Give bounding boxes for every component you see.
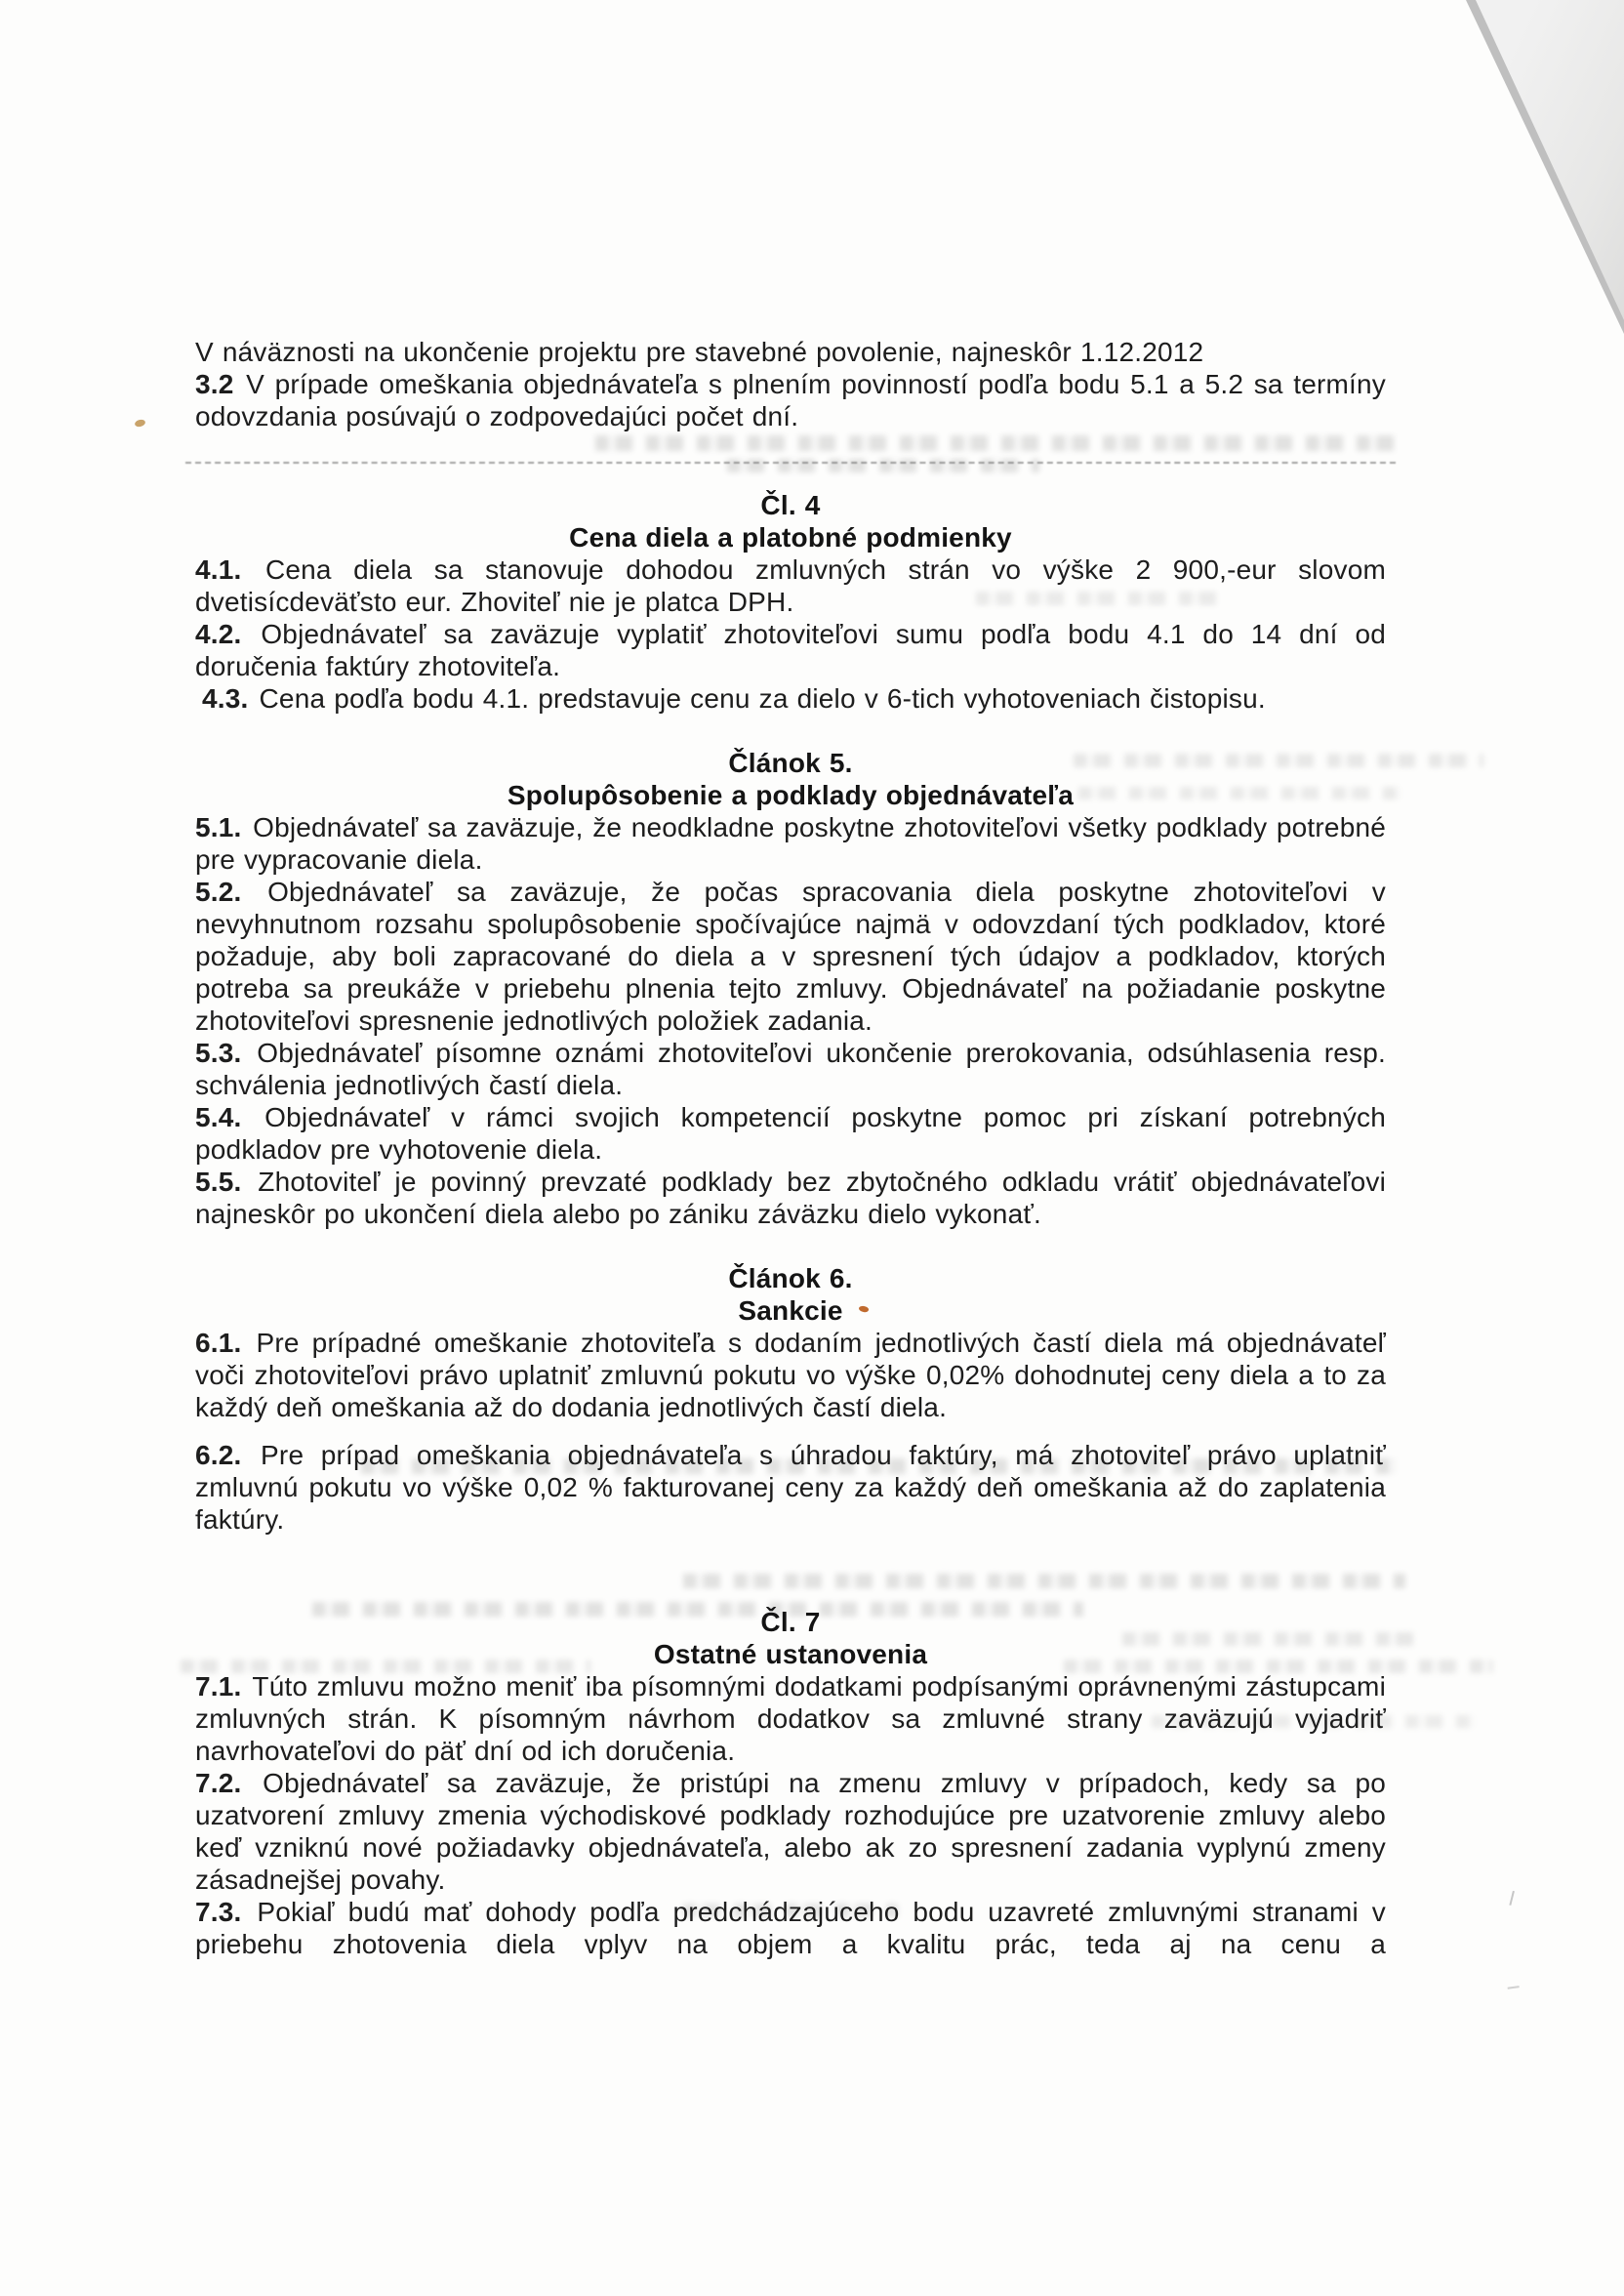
intro-line [195,336,1386,368]
section-subtitle: Spolupôsobenie a podklady objednávateľa [507,780,1075,810]
clause-number: 6.2. [195,1440,242,1470]
clause-text: Objednávateľ v rámci svojich kompetencií poskytne pomoc pri získaní potrebných podkladov pre vyhotovenie diela. [195,1102,1386,1165]
clause-text: Objednávateľ sa zaväzuje, že pristúpi na zmenu zmluvy v prípadoch, kedy sa po uzatvorení zmluvy zmenia východiskové podklady rozhodujúce pre uzatvorenie zmluvy alebo keď vzniknú nové požiadavky objednávateľa, alebo ak zo spresnení zadania vyplynú zmeny zásadnejšej povahy. [195,1768,1387,1895]
clause-text: Objednávateľ sa zaväzuje vyplatiť zhotoviteľovi sumu podľa bodu 4.1 do 14 dní od doručenia faktúry zhotoviteľa. [195,619,1386,681]
paragraph-4-2 [195,618,1386,682]
ink-speck [134,419,145,429]
section-title: Článok 6. [728,1263,853,1293]
clause-number: 3.2 [195,369,234,399]
paragraph-4-3 [195,682,1386,715]
paragraph-7-3 [195,1896,1386,1960]
clause-number: 5.5. [195,1167,242,1197]
clause-number: 5.1. [195,812,242,842]
clause-text: Pokiaľ budú mať dohody podľa predchádzajúceho bodu uzavreté zmluvnými stranami v priebehu zhotovenia diela vplyv na objem a kvalitu prác, teda aj na cenu a [195,1897,1386,1959]
clause-text: Cena diela sa stanovuje dohodou zmluvných strán vo výške 2 900,-eur slovom dvetisícdeväťsto eur. Zhoviteľ nie je platca DPH. [195,554,1386,617]
paragraph-5-2 [195,876,1386,1037]
section-subtitle: Ostatné ustanovenia [653,1639,928,1669]
paragraph-6-2 [195,1439,1386,1536]
clause-text: Objednávateľ sa zaväzuje, že neodkladne poskytne zhotoviteľovi všetky podklady potrebné pre vypracovanie diela. [195,812,1387,875]
paragraph-3-2 [195,368,1386,432]
clause-text: V prípade omeškania objednávateľa s plnením povinností podľa bodu 5.1 a 5.2 sa termíny odovzdania posúvajú o zodpovedajúci počet dní. [195,369,1387,431]
clause-text: Objednávateľ písomne oznámi zhotoviteľovi ukončenie prerokovania, odsúhlasenia resp. schválenia jednotlivých častí diela. [195,1038,1386,1100]
clause-number: 5.4. [195,1102,242,1132]
page-corner-fold [1476,0,1624,320]
paragraph-7-2 [195,1767,1386,1896]
clause-number: 4.1. [195,554,242,585]
section-cl-7 [195,1606,1386,1960]
clause-text: Cena podľa bodu 4.1. predstavuje cenu za dielo v 6-tich vyhotoveniach čistopisu. [259,683,1266,714]
section-cl-4 [195,489,1386,715]
clause-number: 4.2. [195,619,242,649]
section-title: Čl. 4 [760,490,821,520]
contract-body [195,336,1386,1960]
clause-number: 7.3. [195,1897,242,1927]
clause-text: Zhotoviteľ je povinný prevzaté podklady bez zbytočného odkladu vrátiť objednávateľovi najneskôr po ukončení diela alebo po zániku záväzku dielo vykonať. [195,1167,1386,1229]
clause-number: 6.1. [195,1328,242,1358]
section-clanok-5 [195,747,1386,1230]
paragraph-5-1 [195,811,1386,876]
clause-number: 4.3. [202,683,249,714]
clause-number: 5.3. [195,1038,242,1068]
section-subtitle: Cena diela a platobné podmienky [569,522,1012,553]
clause-text: Túto zmluvu možno meniť iba písomnými dodatkami podpísanými oprávnenými zástupcami zmluvných strán. K písomným návrhom dodatkov sa zmluvné strany zaväzujú vyjadriť navrhovateľovi do päť dní od ich doručenia. [195,1671,1386,1766]
clause-text: Pre prípad omeškania objednávateľa s úhradou faktúry, má zhotoviteľ právo uplatniť zmluvnú pokutu vo výške 0,02 % fakturovanej ceny za každý deň omeškania až do zaplatenia faktúry. [195,1440,1386,1535]
clause-number: 7.1. [195,1671,242,1702]
paragraph-5-5 [195,1166,1386,1230]
page-corner-fold-shadow [1466,0,1624,334]
paragraph-5-4 [195,1101,1386,1166]
section-clanok-6 [195,1262,1386,1536]
section-subtitle: Sankcie [738,1295,843,1326]
paragraph-4-1 [195,554,1386,618]
paragraph-7-1 [195,1670,1386,1767]
faint-divider-line [185,462,1396,464]
clause-text: Pre prípadné omeškanie zhotoviteľa s dodaním jednotlivých častí diela má objednávateľ voči zhotoviteľovi právo uplatniť zmluvnú pokutu vo výške 0,02% dohodnutej ceny diela a to za každý deň omeškania až do dodania jednotlivých častí diela. [195,1328,1386,1422]
paragraph-5-3 [195,1037,1386,1101]
paragraph-6-1 [195,1327,1386,1423]
section-title: Čl. 7 [760,1607,821,1637]
clause-number: 5.2. [195,877,242,907]
clause-number: 7.2. [195,1768,242,1798]
ink-speck [1509,1891,1522,1907]
section-title: Článok 5. [728,748,853,778]
intro-line-text: V náväznosti na ukončenie projektu pre stavebné povolenie, najneskôr 1.12.2012 [195,337,1204,367]
clause-text: Objednávateľ sa zaväzuje, že počas spracovania diela poskytne zhotoviteľovi v nevyhnutnom rozsahu spolupôsobenie spočívajúce najmä v odovzdaní tých podkladov, ktoré požaduje, aby boli zapracované do diela a v spresnení tých údajov a podkladov, ktorých potreba sa preukáže v priebehu plnenia tejto zmluvy. Objednávateľ na požiadanie poskytne zhotoviteľovi spresnenie jednotlivých položiek zadania. [195,877,1386,1036]
ink-speck [1506,1977,1519,1989]
